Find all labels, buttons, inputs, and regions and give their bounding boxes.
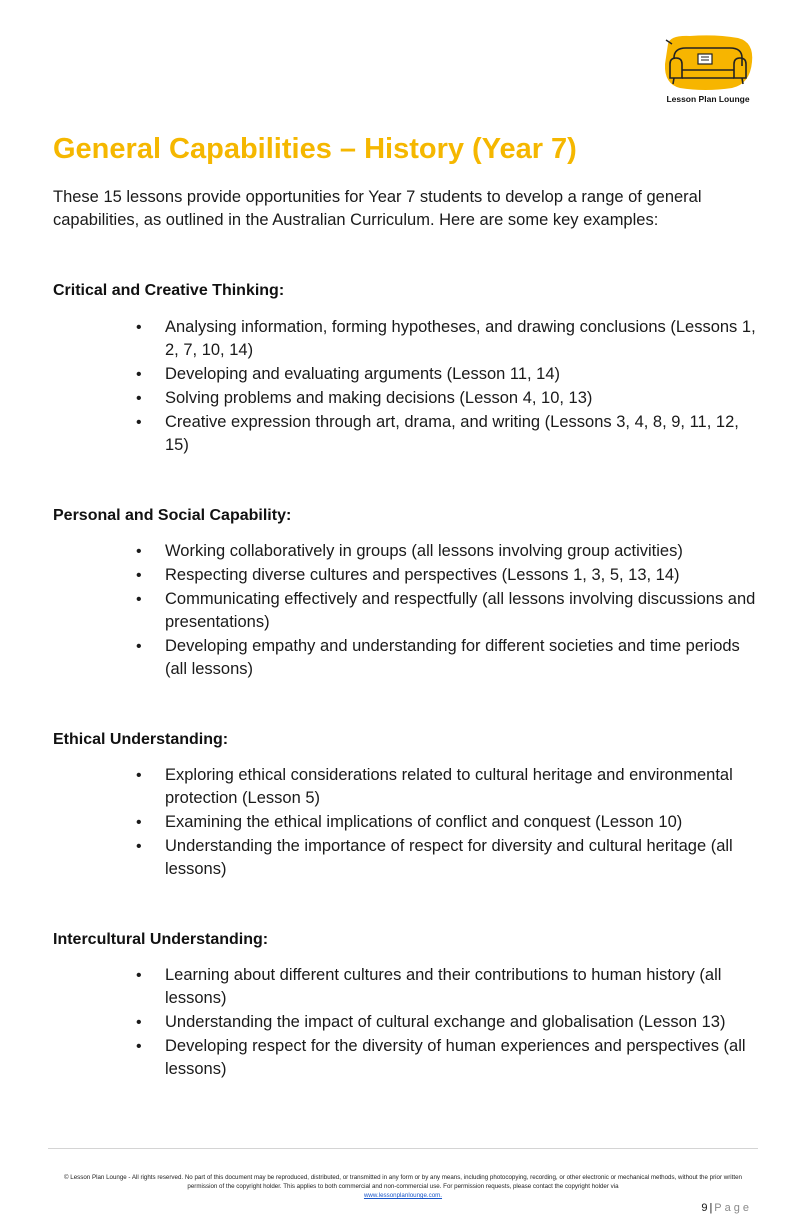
bullet-icon: •	[136, 543, 142, 560]
bullet-icon: •	[136, 591, 142, 608]
bullet-icon: •	[136, 967, 142, 984]
list-item-text: Developing and evaluating arguments (Lesson 11, 14)	[165, 365, 561, 383]
list-item-text: Creative expression through art, drama, and writing (Lessons 3, 4, 8, 9, 11, 12, 15)	[165, 413, 739, 454]
list-item	[53, 811, 763, 834]
list-item-text: Respecting diverse cultures and perspectives (Lessons 1, 3, 5, 13, 14)	[165, 566, 680, 584]
list-item-text: Communicating effectively and respectfully (all lessons involving discussions and presentations)	[165, 590, 756, 631]
list-item-text: Learning about different cultures and their contributions to human history (all lessons)	[165, 966, 722, 1007]
bullet-icon: •	[136, 1014, 142, 1031]
intro-paragraph: These 15 lessons provide opportunities for Year 7 students to develop a range of general capabilities, as outlined in the Australian Curriculum. Here are some key examples:	[53, 188, 702, 229]
list-item-text: Analysing information, forming hypotheses, and drawing conclusions (Lessons 1, 2, 7, 10, 14)	[165, 318, 756, 359]
footer-copyright: © Lesson Plan Lounge - All rights reserved. No part of this document may be reproduced, distributed, or transmitted in any form or by any means, including photocopying, recording, or other electronic or mechanical methods, without the prior written permission of the copyright holder. This applies to both commercial and non-commercial use. For permission requests, please contact the copyright holder via	[64, 1174, 742, 1190]
section-intercultural-understanding	[53, 930, 763, 1081]
list-item-text: Developing empathy and understanding for different societies and time periods (all lessons)	[165, 637, 740, 678]
bullet-icon: •	[136, 814, 142, 831]
list-item	[53, 835, 763, 881]
bullet-list	[53, 764, 763, 881]
bullet-icon: •	[136, 366, 142, 383]
bullet-icon: •	[136, 567, 142, 584]
page-title: General Capabilities – History (Year 7)	[53, 133, 577, 165]
bullet-icon: •	[136, 838, 142, 855]
list-item	[53, 387, 763, 410]
list-item	[53, 764, 763, 810]
list-item	[53, 635, 763, 681]
page-number-separator: |	[709, 1202, 713, 1214]
list-item-text: Solving problems and making decisions (Lesson 4, 10, 13)	[165, 389, 593, 407]
section-critical-creative-thinking	[53, 281, 763, 457]
list-item-text: Examining the ethical implications of conflict and conquest (Lesson 10)	[165, 813, 683, 831]
bullet-icon: •	[136, 767, 142, 784]
list-item	[53, 564, 763, 587]
list-item	[53, 1011, 763, 1034]
page-number-value: 9	[701, 1202, 708, 1214]
list-item	[53, 588, 763, 634]
bullet-list	[53, 540, 763, 681]
page-number-label: Page	[714, 1202, 752, 1214]
section-personal-social-capability	[53, 506, 763, 681]
list-item-text: Understanding the impact of cultural exchange and globalisation (Lesson 13)	[165, 1013, 726, 1031]
couch-icon	[660, 34, 756, 94]
bullet-icon: •	[136, 319, 142, 336]
list-item-text: Understanding the importance of respect for diversity and cultural heritage (all lessons)	[165, 837, 733, 878]
bullet-icon: •	[136, 390, 142, 407]
list-item	[53, 316, 763, 362]
list-item	[53, 540, 763, 563]
list-item-text: Developing respect for the diversity of human experiences and perspectives (all lessons)	[165, 1037, 746, 1078]
bullet-icon: •	[136, 1038, 142, 1055]
list-item-text: Working collaboratively in groups (all lessons involving group activities)	[165, 542, 683, 560]
section-heading: Personal and Social Capability:	[53, 507, 292, 524]
bullet-icon: •	[136, 638, 142, 655]
list-item	[53, 1035, 763, 1081]
section-ethical-understanding	[53, 730, 763, 881]
brand-name: Lesson Plan Lounge	[666, 94, 750, 104]
bullet-list	[53, 316, 763, 457]
brand-logo	[660, 34, 756, 108]
section-heading: Critical and Creative Thinking:	[53, 282, 285, 299]
list-item	[53, 411, 763, 457]
list-item	[53, 964, 763, 1010]
list-item-text: Exploring ethical considerations related to cultural heritage and environmental protection (Lesson 5)	[165, 766, 733, 807]
bullet-icon: •	[136, 414, 142, 431]
bullet-list	[53, 964, 763, 1081]
list-item	[53, 363, 763, 386]
footer-divider	[48, 1148, 758, 1149]
footer-website-link[interactable]: www.lessonplanlounge.com.	[363, 1192, 443, 1199]
page-number	[701, 1202, 752, 1214]
section-heading: Ethical Understanding:	[53, 731, 229, 748]
section-heading: Intercultural Understanding:	[53, 931, 269, 948]
